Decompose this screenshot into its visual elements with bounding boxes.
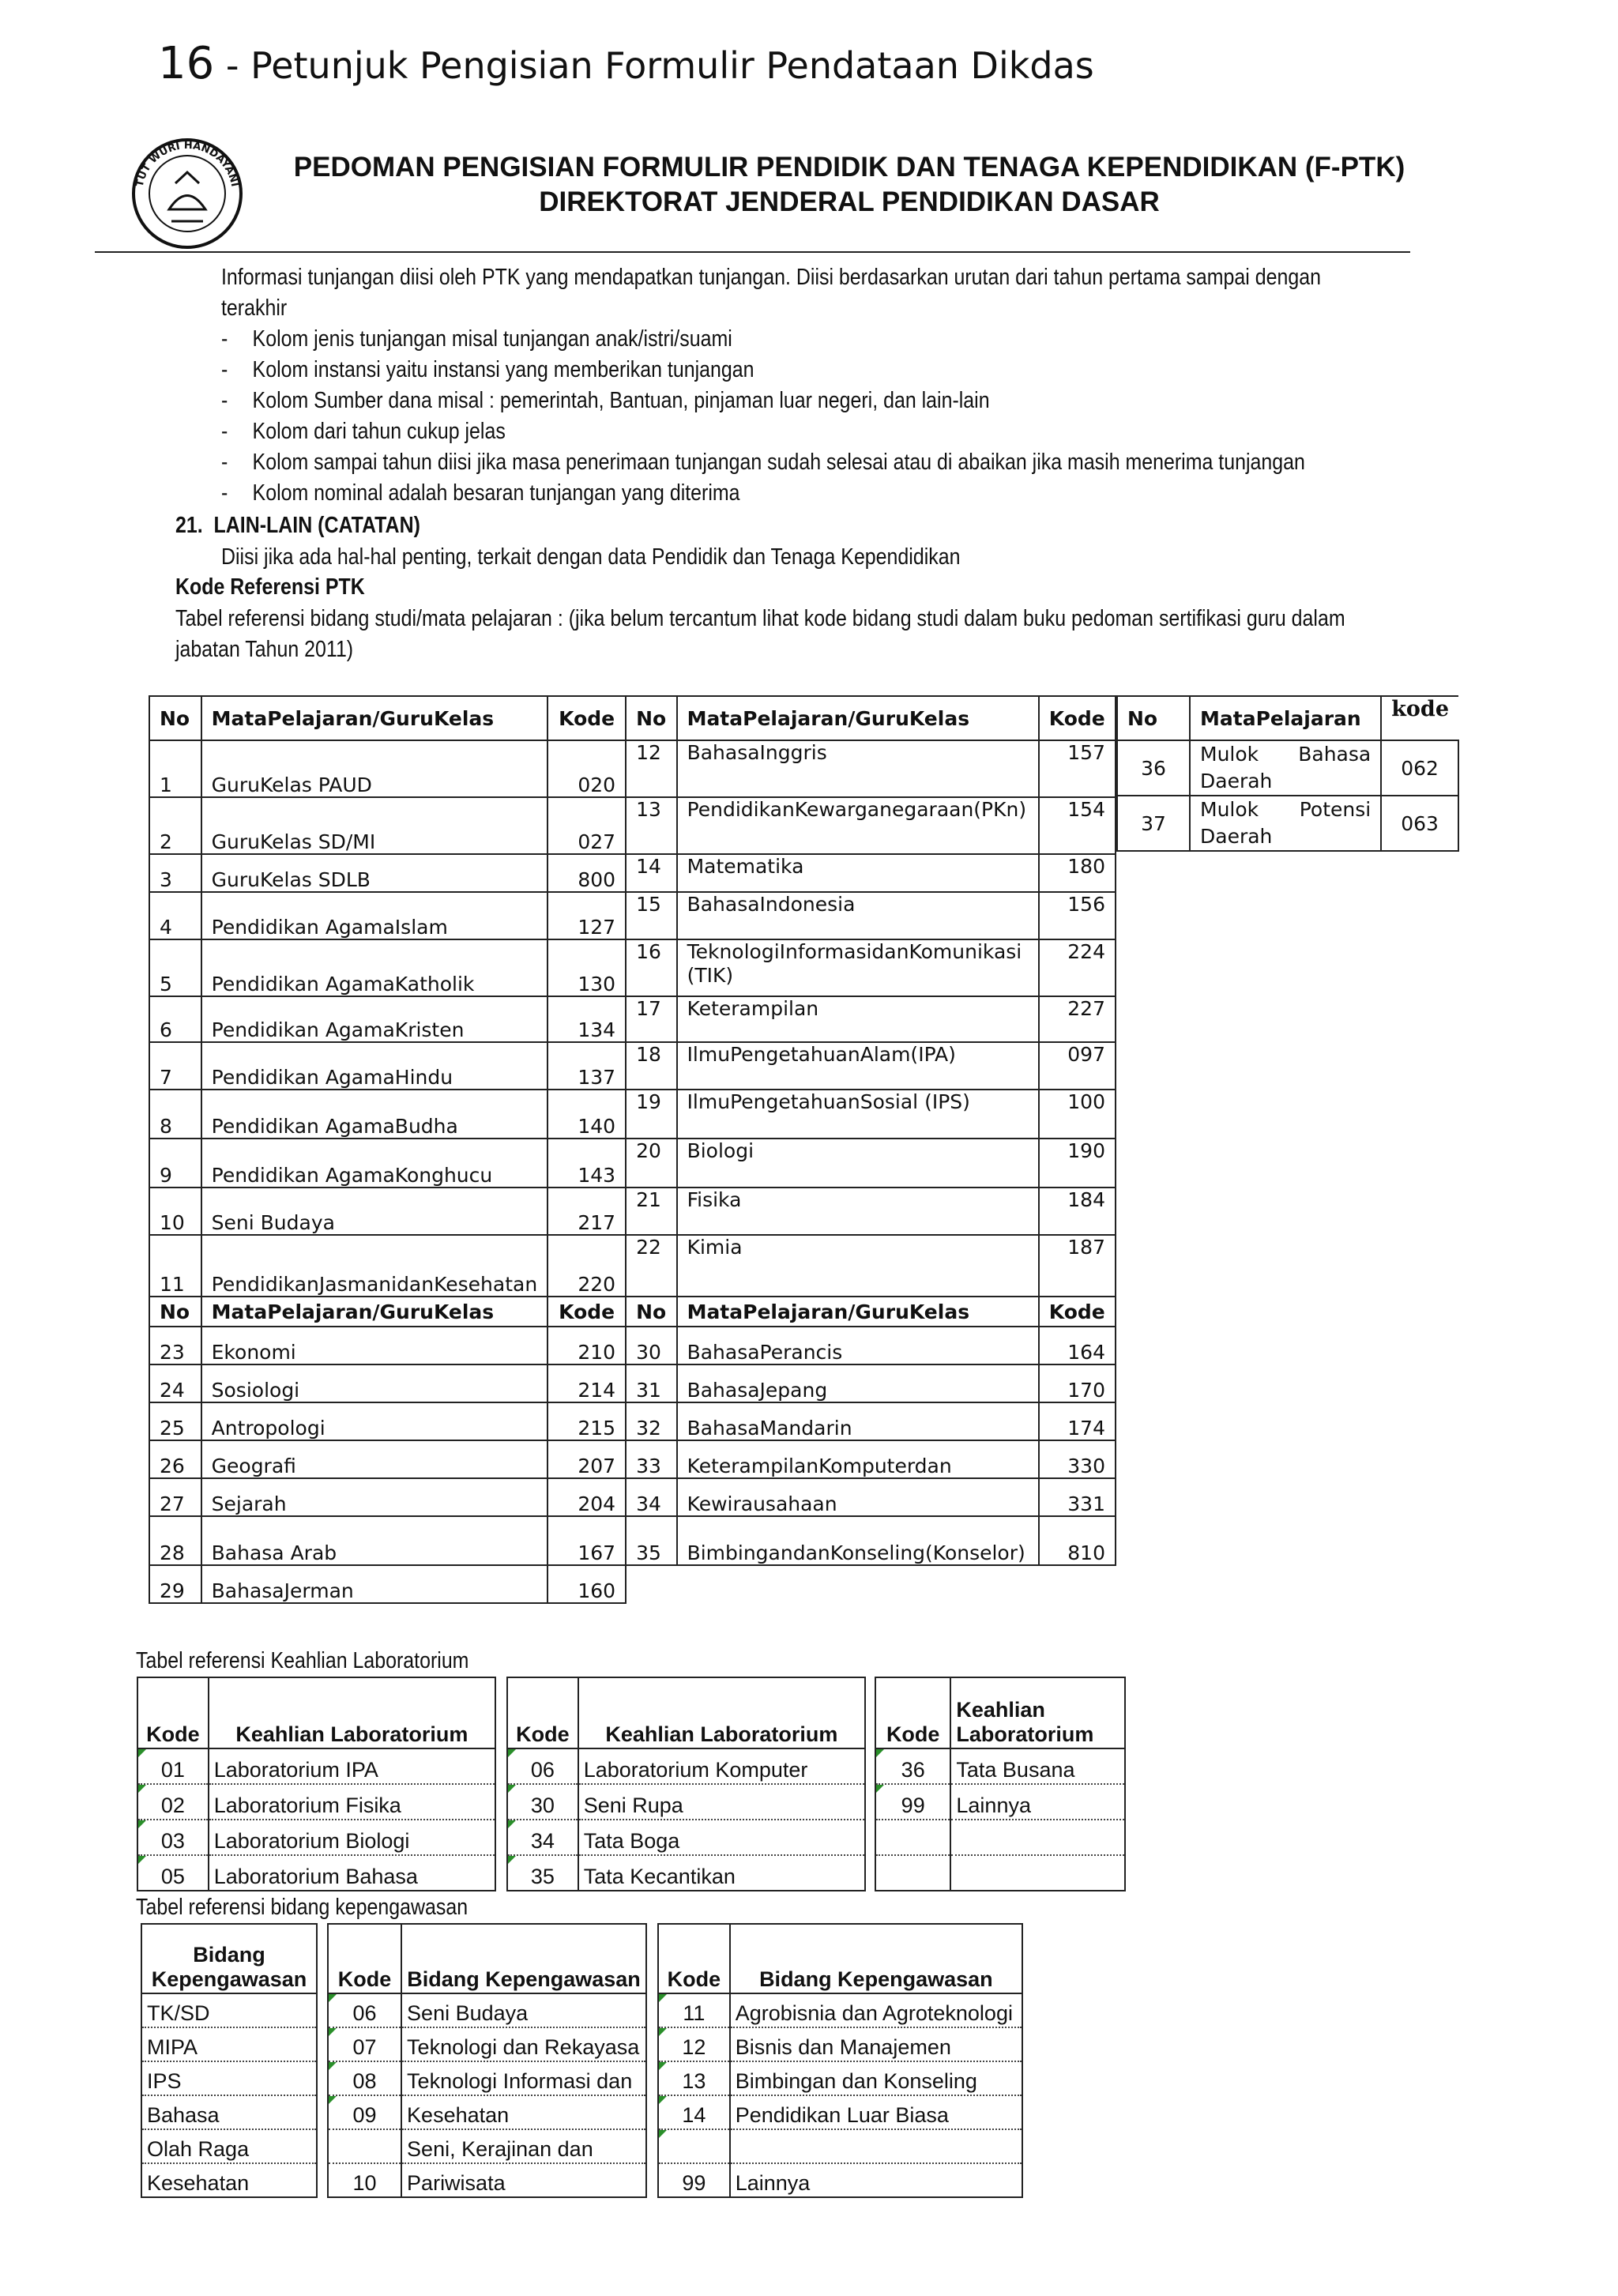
table-row [875,1855,1125,1891]
table-row: 29 BahasaJerman 160 [149,1565,1116,1603]
header-kode: Kode [547,1297,626,1327]
page-number: 16 [158,38,215,89]
list-item: - Kolom dari tahun cukup jelas [221,419,506,444]
table-header-row [1117,696,1458,740]
list-item: - Kolom Sumber dana misal : pemerintah, Bantuan, pinjaman luar negeri, dan lain-lain [221,388,990,413]
pengawas-table-3 [657,1923,1023,2198]
table-row: 6 Pendidikan AgamaKristen 134 17 Keterampilan 227 [149,996,1116,1042]
running-header [158,38,1094,89]
header-kode: Kode [1039,1297,1116,1327]
table-row: 1 GuruKelas PAUD 020 12 BahasaInggris 157 [149,740,1116,797]
table-row: IPS [141,2061,317,2095]
table-row: 2 GuruKelas SD/MI 027 13 PendidikanKewarganegaraan(PKn) 154 [149,797,1116,854]
table-row: 11 PendidikanJasmanidanKesehatan 220 22 Kimia 187 [149,1235,1116,1297]
table-row: Bahasa [141,2095,317,2129]
table-row: 7 Pendidikan AgamaHindu 137 18 IlmuPengetahuanAlam(IPA) 097 [149,1042,1116,1090]
table-row [658,2129,1022,2163]
table-row: 08 Teknologi Informasi dan [328,2061,646,2095]
table-row: 5 Pendidikan AgamaKatholik 130 16 TeknologiInformasidanKomunikasi (TIK) 224 [149,939,1116,996]
kode-referensi-line2: jabatan Tahun 2011) [175,637,354,662]
table-row: 10 Pariwisata [328,2163,646,2197]
table-row: 06 Laboratorium Komputer [507,1748,865,1784]
running-title: - Petunjuk Pengisian Formulir Pendataan Dikdas [225,44,1094,87]
lab-table-caption: Tabel referensi Keahlian Laboratorium [136,1648,469,1673]
header-no: No [149,1297,201,1327]
header-kode: Kode [547,696,626,740]
table-row: 8 Pendidikan AgamaBudha 140 19 IlmuPengetahuanSosial (IPS) 100 [149,1090,1116,1139]
table-row: TK/SD [141,1993,317,2027]
header-kode: kode [1381,696,1458,740]
table-row: 27 Sejarah 204 34 Kewirausahaan 331 [149,1478,1116,1516]
header-mapel: MataPelajaran/GuruKelas [201,1297,548,1327]
table-header-row: Kode Bidang Kepengawasan [328,1924,646,1993]
table-row [875,1820,1125,1855]
intro-paragraph-line1: Informasi tunjangan diisi oleh PTK yang mendapatkan tunjangan. Diisi berdasarkan urutan dari tahun pertama sampai dengan [221,265,1321,290]
list-item: - Kolom nominal adalah besaran tunjangan yang diterima [221,480,740,506]
table-row: 37 Mulok Potensi Daerah 063 [1117,796,1458,851]
table-row: 4 Pendidikan AgamaIslam 127 15 BahasaIndonesia 156 [149,892,1116,939]
table-row: 07 Teknologi dan Rekayasa [328,2027,646,2061]
table-header-row: Kode Keahlian Laboratorium [137,1677,495,1748]
table-row: 10 Seni Budaya 217 21 Fisika 184 [149,1188,1116,1235]
table-row: 03 Laboratorium Biologi [137,1820,495,1855]
table-row: Seni, Kerajinan dan [328,2129,646,2163]
pengawas-table-2 [327,1923,647,2198]
table-row: 99 Lainnya [658,2163,1022,2197]
document-title-line1: PEDOMAN PENGISIAN FORMULIR PENDIDIK DAN TENAGA KEPENDIDIKAN (F-PTK) [293,152,1405,183]
table-row: 28 Bahasa Arab 167 35 BimbingandanKonseling(Konselor) 810 [149,1516,1116,1565]
header-mapel: MataPelajaran/GuruKelas [677,1297,1039,1327]
svg-text:TUT WURI HANDAYANI: TUT WURI HANDAYANI [134,139,241,188]
table-row: 99 Lainnya [875,1784,1125,1820]
table-header-row: Bidang Kepengawasan [141,1924,317,1993]
table-header-row [149,1297,1116,1327]
lab-table-3 [875,1677,1126,1891]
table-row: 36 Tata Busana [875,1748,1125,1784]
pengawas-table-caption: Tabel referensi bidang kepengawasan [136,1895,468,1920]
table-row: 14 Pendidikan Luar Biasa [658,2095,1022,2129]
table-row: 06 Seni Budaya [328,1993,646,2027]
header-mapel: MataPelajaran [1190,696,1381,740]
table-row: 01 Laboratorium IPA [137,1748,495,1784]
table-header-row: Kode Bidang Kepengawasan [658,1924,1022,1993]
table-row: 02 Laboratorium Fisika [137,1784,495,1820]
kode-referensi-line1: Tabel referensi bidang studi/mata pelajaran : (jika belum tercantum lihat kode bidang studi dalam buku pedoman sertifikasi guru dalam [175,606,1345,631]
table-header-row: Kode Keahlian Laboratorium [507,1677,865,1748]
table-row: 05 Laboratorium Bahasa [137,1855,495,1891]
header-no: No [626,1297,676,1327]
lab-table-2 [506,1677,866,1891]
table-row: Kesehatan [141,2163,317,2197]
table-header-row [149,696,1116,740]
table-row: Olah Raga [141,2129,317,2163]
list-item: - Kolom instansi yaitu instansi yang memberikan tunjangan [221,357,754,382]
header-mapel: MataPelajaran/GuruKelas [201,696,548,740]
section-21-text: Diisi jika ada hal-hal penting, terkait dengan data Pendidik dan Tenaga Kependidikan [221,544,961,570]
list-item: - Kolom sampai tahun diisi jika masa penerimaan tunjangan sudah selesai atau di abaikan jika masih menerima tunjangan [221,450,1305,475]
table-row: 24 Sosiologi 214 31 BahasaJepang 170 [149,1364,1116,1402]
table-row: 34 Tata Boga [507,1820,865,1855]
mulok-reference-table [1116,695,1459,852]
table-row: 26 Geografi 207 33 KeterampilanKomputerdan 330 [149,1440,1116,1478]
table-row: 35 Tata Kecantikan [507,1855,865,1891]
table-row: MIPA [141,2027,317,2061]
tunjangan-bullet-list [221,324,1305,509]
table-row: 30 Seni Rupa [507,1784,865,1820]
table-row: 23 Ekonomi 210 30 BahasaPerancis 164 [149,1327,1116,1364]
lab-table-1 [137,1677,496,1891]
table-row: 12 Bisnis dan Manajemen [658,2027,1022,2061]
intro-paragraph-line2: terakhir [221,295,288,321]
header-kode: Kode [1039,696,1116,740]
table-row: 11 Agrobisnia dan Agroteknologi [658,1993,1022,2027]
subject-reference-table [149,695,1116,1604]
table-row: 09 Kesehatan [328,2095,646,2129]
header-no: No [1117,696,1190,740]
kode-referensi-heading: Kode Referensi PTK [175,574,365,600]
section-21-heading: 21. LAIN-LAIN (CATATAN) [175,513,420,538]
table-row: 9 Pendidikan AgamaKonghucu 143 20 Biologi 190 [149,1139,1116,1188]
table-header-row: Kode Keahlian Laboratorium [875,1677,1125,1748]
table-row: 25 Antropologi 215 32 BahasaMandarin 174 [149,1402,1116,1440]
header-rule [95,251,1410,253]
header-mapel: MataPelajaran/GuruKelas [677,696,1039,740]
table-row: 13 Bimbingan dan Konseling [658,2061,1022,2095]
document-title-line2: DIREKTORAT JENDERAL PENDIDIKAN DASAR [539,186,1160,217]
header-no: No [626,696,676,740]
header-no: No [149,696,201,740]
table-row: 3 GuruKelas SDLB 800 14 Matematika 180 [149,854,1116,892]
list-item: - Kolom jenis tunjangan misal tunjangan anak/istri/suami [221,326,732,352]
table-row: 36 Mulok Bahasa Daerah 062 [1117,740,1458,796]
tut-wuri-handayani-logo [128,134,246,253]
pengawas-table-1 [141,1923,318,2198]
